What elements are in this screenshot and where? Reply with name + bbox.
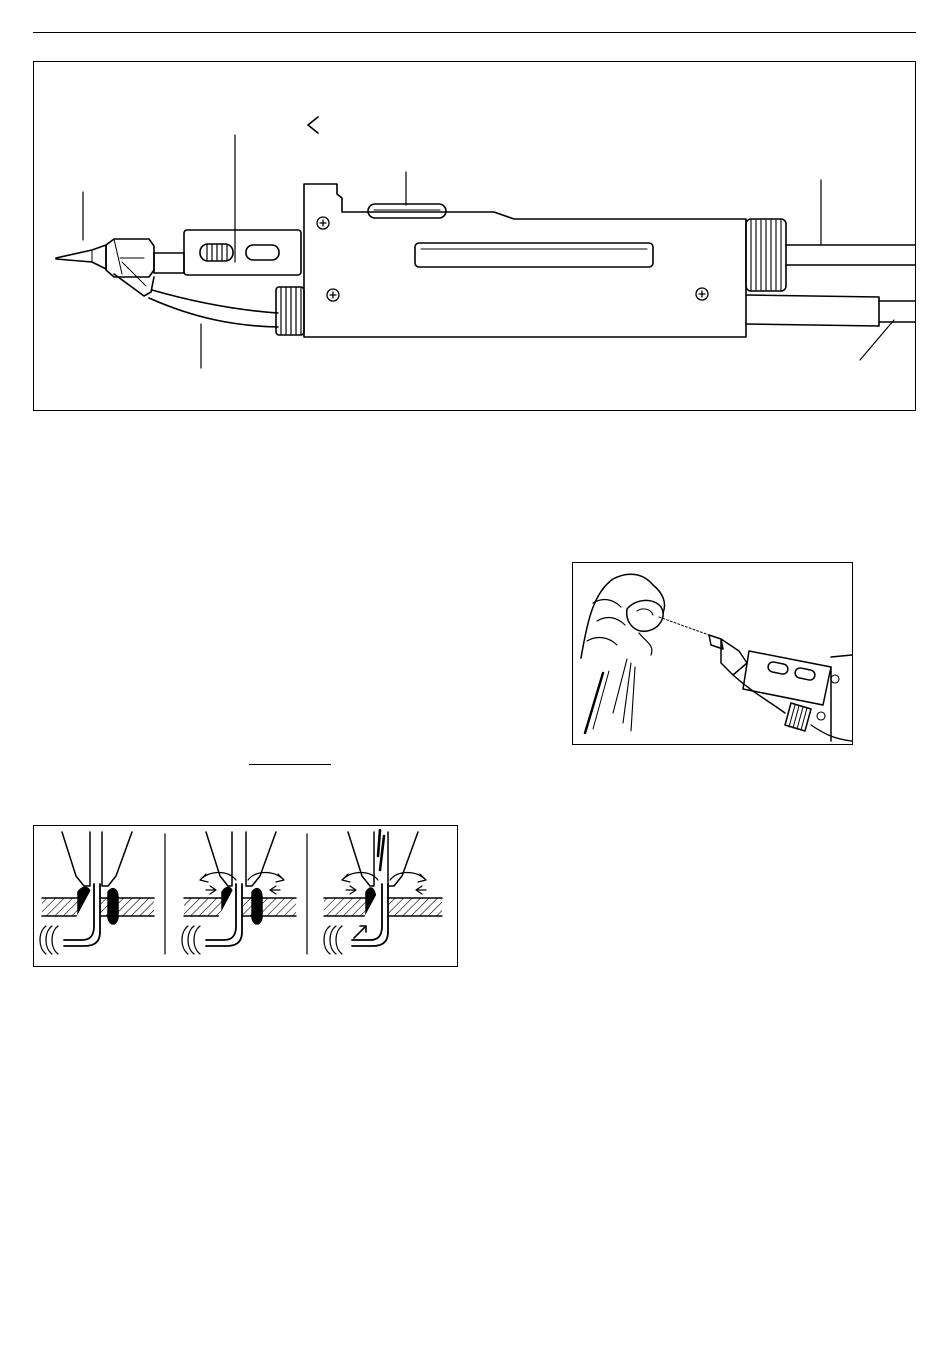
rotate-arrow-icon — [342, 873, 378, 881]
arrow-right-icon — [206, 886, 216, 894]
desoldering-tool-drawing — [34, 62, 915, 410]
vacuum-hose — [879, 301, 915, 322]
solder-tube — [733, 675, 785, 713]
vacuum-hose-fitting — [746, 295, 879, 326]
solder-flow — [378, 830, 384, 870]
nozzle-tip — [56, 245, 106, 269]
cleaning-wire — [659, 617, 709, 635]
screw-icon — [327, 289, 339, 301]
rotate-arrow-icon — [390, 873, 426, 881]
rotate-arrow-icon — [248, 873, 284, 881]
chevron-left-icon — [308, 117, 318, 133]
screw-icon — [831, 675, 839, 683]
text-underline — [249, 764, 331, 765]
arrow-right-icon — [346, 886, 356, 894]
tool-body-edge — [831, 655, 852, 741]
heater-slot-right — [794, 667, 816, 681]
rotate-arrow-icon — [200, 873, 236, 881]
body-window — [415, 243, 653, 267]
fingertip — [627, 600, 663, 631]
knurled-collar — [276, 287, 304, 335]
hand-cleaning-drawing — [573, 563, 852, 744]
tool-heater-block — [743, 651, 831, 705]
desoldering-steps-drawing — [34, 826, 457, 966]
step-2-panel — [182, 832, 296, 954]
heater-block — [184, 230, 301, 275]
heater-slot-right — [246, 245, 279, 260]
screw-icon — [317, 217, 329, 229]
screw-icon — [817, 712, 825, 720]
heater-barrel — [154, 253, 184, 273]
step-3-panel — [324, 830, 442, 954]
solder-tube-lower — [149, 298, 278, 327]
desoldering-tool-figure — [33, 61, 916, 411]
arrow-left-icon — [416, 886, 426, 894]
header-rule — [33, 32, 916, 33]
cleaning-illustration — [572, 562, 853, 745]
tool-clamp — [721, 639, 747, 675]
hand-outline — [581, 574, 665, 658]
step-1-panel — [40, 832, 154, 954]
solder-tube-upper — [152, 290, 278, 313]
heater-slot-left — [767, 661, 789, 675]
trigger-button — [368, 204, 446, 218]
screw-icon — [696, 288, 708, 300]
desoldering-steps-figure — [33, 825, 458, 967]
arrow-left-icon — [270, 886, 280, 894]
